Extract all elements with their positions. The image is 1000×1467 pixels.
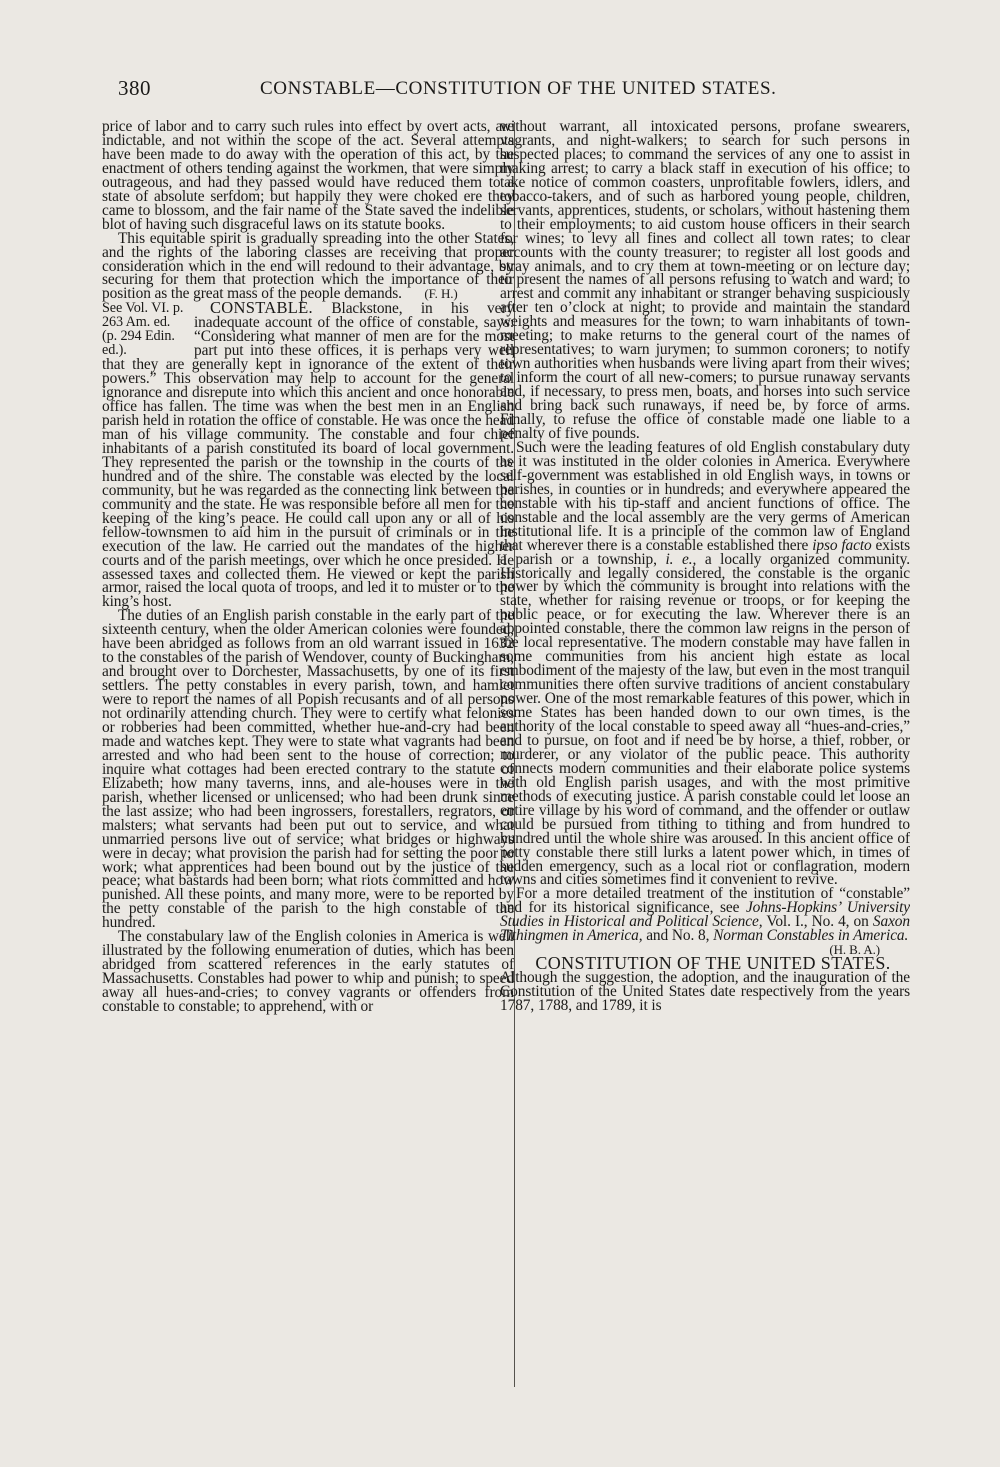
italic-term: ipso facto [812,536,872,554]
page-number: 380 [118,76,151,100]
running-head: CONSTABLE—CONSTITUTION OF THE UNITED STATES. [260,78,777,99]
text-segment: exists a parish or a township, [500,536,910,568]
paragraph-constitution-intro: Although the suggestion, the adoption, and the inauguration of the Constitution of the United States date respectively from the years 1787, 1788, and 1789, it is [500,969,910,1015]
entry-heading-constitution: CONSTITUTION OF THE UNITED STATES. [535,953,891,974]
margin-note-reference: See Vol. VI. p. 263 Am. ed. (p. 294 Edin. ed.). [102,300,184,359]
reference-title: Johns-Hopkins’ University Studies in Historical and Political Science, [500,899,910,931]
reference-title: Norman Constables in America. [713,927,909,945]
left-column [102,120,514,1390]
paragraph-constable-intro: Blackstone, in his very inadequate account of the office of constable, says: “Considering what manner of men are for the most part put into these offices, it is perhaps very well that they are generally kept in ignorance of the extent of their powers.” This observation may help to account for the general ignorance and disrepute into which this ancient and once honorable office has fallen. The time was when the best men in an English parish held in rotation the office of constable. He was once the head man of his village community. The constable and four chief inhabitants of a parish constituted its board of local government. They represented the parish or the township in the courts of the hundred and of the shire. The constable was elected by the local community, but he was regarded as the connecting link between the community and the state. He was responsible before all men for the keeping of the king’s peace. He could call upon any or all of his fellow-townsmen to aid him in the pursuit of criminals or in the execution of the law. He carried out the mandates of the higher courts and of the parish meetings, over which he once presided. He assessed taxes and collected them. He viewed or kept the parish armor, raised the local quota of troops, and led it to muster or to the king’s host. [102,300,514,611]
text-segment: For a more detailed treatment of the institution of “constable” and for its historical significance, see [500,885,910,917]
paragraph-leading-features [500,438,910,889]
author-signature: (F. H.) [424,286,458,302]
text-segment: and No. 8, [646,927,710,945]
paragraph-equitable-spirit [102,229,514,303]
entry-constable [102,298,514,611]
paragraph-colonial-law: The constabulary law of the English colonies in America is well illustrated by the following enumeration of duties, which has been abridged from scattered references in the early statutes of Massachusetts. Constables had power to whip and punish; to speed away all hues-and-cries; to convey vagrants or offenders from constable to constable; to apprehend, with or [102,928,514,1016]
reference-title: Saxon Tithingmen in America, [500,913,910,945]
author-signature: (H. B. A.) [829,942,880,958]
text-segment: a locally organized community. Historically and legally considered, the constable is the organic power by which the community is brought into relations with the state, whether for raising revenue or troops, or for keeping the public peace, or for executing the law. Wherever there is an appointed constable, there the common law reigns in the person of the local representative. The modern constable may have fallen in some communities from his ancient high estate as local embodiment of the majesty of the law, but even in the most tranquil communities there often survive traditions of ancient constabulary power. One of the most remarkable features of this power, which in some States has been handed down to our own times, is the authority of the local constable to speed away all “hues-and-cries,” and to pursue, on foot and if need be by horse, a thief, robber, or murderer, or any violator of the public peace. This authority connects modern communities and their elaborate police systems with old English parish usages, and with the most primitive methods of executing justice. A parish constable could let loose an entire village by his word of command, and the offender or outlaw could be pursued from tithing to tithing and from hundred to hundred until the whole shire was aroused. In this ancient office of petty constable there still lurks a latent power which, in times of sudden emergency, such as a local riot or conflagration, modern towns and cities sometimes find it convenient to revive. [500,550,910,889]
paragraph-constable-powers: without warrant, all intoxicated persons, profane swearers, vagrants, and night-walkers; to search for such persons in suspected places; to command the services of any one to assist in making arrest; to carry a black staff in execution of his office; to take notice of common coasters, unprofitable fowlers, idlers, and tobacco-takers, and of such as harbored young people, children, servants, apprentices, students, or scholars, without hastening them to their employments; to aid custom house officers in their search for wines; to levy all fines and collect all town rates; to clear accounts with the county treasurer; to register all lost goods and stray animals, and to cry them at town-meeting or on lecture day; to present the names of all persons refusing to watch and ward; to arrest and commit any inhabitant or stranger behaving suspiciously after ten o’clock at night; to provide and maintain the standard weights and measures for the town; to warn inhabitants of town-meeting; to make returns to the general court of the names of representatives; to warn jurymen; to summon coroners; to notify town authorities when husbands were living apart from their wives; to inform the court of all new-comers; to pursue runaway servants and, if necessary, to press men, boats, and horses into such service and bring back such runaways, if need be, by force of arms. Finally, to refuse the office of constable made one liable to a penalty of five pounds. [500,120,910,442]
entry-heading-constable: CONSTABLE. [210,298,313,318]
text-segment: Such were the leading features of old English constabulary duty as it was instituted in the older colonies in America. Everywhere self-government was established in old English ways, in towns or parishes, in counties or in hundreds; and everywhere appeared the constable with his tip-staff and ancient functions of office. The constable and the local assembly are the very germs of American institutional life. It is a principle of the common law of England that wherever there is a constable established there [500,438,910,554]
page-header [118,76,898,106]
right-column [500,120,910,1390]
paragraph-labor-laws: price of labor and to carry such rules into effect by overt acts, are indictable, and not within the scope of the act. Several attempts have been made to do away with the operation of this act, by the enactment of others tending against the workmen, that were simply outrageous, and had they passed would have reduced them to a state of absolute serfdom; but happily they were choked ere they came to blossom, and the fair name of the State saved the indelible blot of having such disgraceful laws on its statute books. [102,120,514,233]
text-segment: Vol. I., No. 4, on [766,913,869,931]
paragraph-further-reading [500,887,910,943]
paragraph-parish-duties: The duties of an English parish constable in the early part of the sixteenth century, when the older American colonies were founded, have been abridged as follows from an old warrant issued in 1632 to the constables of the parish of Wendover, county of Buckingham, and brought over to Dorchester, Massachusetts, by one of its first settlers. The petty constables in every parish, town, and hamlet were to report the names of all Popish recusants and of all persons not ordinarily attending church. They were to certify what felonies or robberies had been committed, whether hue-and-cry had been made and watches kept. They were to state what vagrants had been arrested and who had been sent to the house of correction; to inquire what cottages had been erected contrary to the statute of Elizabeth; how many taverns, inns, and ale-houses were in the parish, whether licensed or unlicensed; who had been drunk since the last assize; who had been ingrossers, forestallers, regrators, or malsters; what servants had been put out to service, and what unmarried persons live out of service; what bridges or highways were in decay; what provision the parish had for setting the poor to work; what apprentices had been bound out by the justice of the peace; what bastards had been born; what riots committed and how punished. All these points, and many more, were to be reported by the petty constable of the parish to the high constable of the hundred. [102,607,514,932]
paragraph-equitable-spirit-text: This equitable spirit is gradually spreading into the other States, and the rights of the laboring classes are receiving that proper consideration which in the end will redound to their advantage, by securing for them that protection which the importance of their position as the great mass of the people demands. [102,229,514,303]
italic-term: i. e., [665,550,697,568]
